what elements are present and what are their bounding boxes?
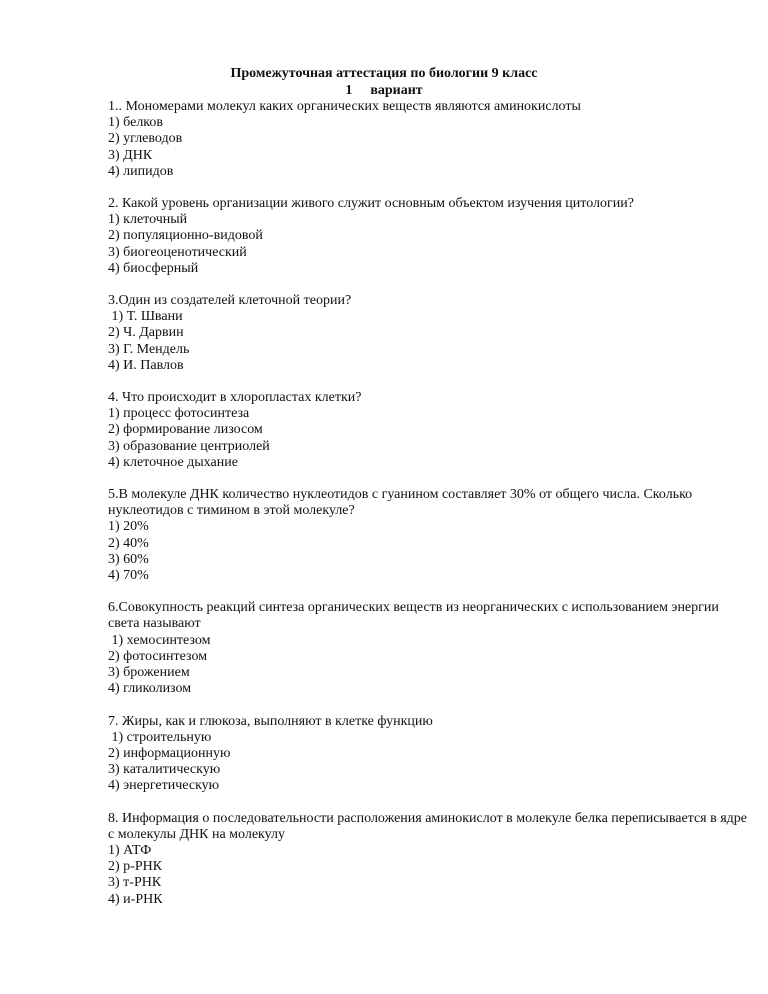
answer-option: 2) р-РНК xyxy=(108,859,163,875)
answer-option: 4) биосферный xyxy=(108,260,199,276)
answer-option: 1) хемосинтезом xyxy=(108,632,211,648)
variant-heading xyxy=(0,83,768,99)
answer-option: 4) гликолизом xyxy=(108,681,192,697)
answer-option: 4) клеточное дыхание xyxy=(108,454,238,470)
answer-option: 1) белков xyxy=(108,115,164,131)
question-text: 4. Что происходит в хлоропластах клетки? xyxy=(108,390,362,406)
answer-option: 3) каталитическую xyxy=(108,762,221,778)
answer-option: 1) клеточный xyxy=(108,212,188,228)
answer-option: 3) биогеоценотический xyxy=(108,244,247,260)
answer-option: 4) И. Павлов xyxy=(108,357,184,373)
document-title: Промежуточная аттестация по биологии 9 класс xyxy=(230,66,538,81)
answer-option: 3) ДНК xyxy=(108,147,153,163)
answer-option: 3) образование центриолей xyxy=(108,438,270,454)
variant-number: 1 xyxy=(345,83,353,98)
answer-option: 4) 70% xyxy=(108,568,149,584)
question-list xyxy=(108,99,751,924)
question-6 xyxy=(108,600,748,697)
question-4 xyxy=(108,390,748,471)
answer-option: 4) липидов xyxy=(108,163,174,179)
answer-option: 2) фотосинтезом xyxy=(108,648,208,664)
answer-option: 3) брожением xyxy=(108,665,190,681)
question-text: 3.Один из создателей клеточной теории? xyxy=(108,293,352,309)
question-1 xyxy=(108,99,748,180)
answer-option: 1) АТФ xyxy=(108,842,152,858)
question-text: 7. Жиры, как и глюкоза, выполняют в клетке функцию xyxy=(108,713,433,729)
question-7 xyxy=(108,714,748,795)
answer-option: 2) Ч. Дарвин xyxy=(108,325,184,341)
question-text: 8. Информация о последовательности расположения аминокислот в молекуле белка переписывается в ядре с молекулы ДНК на молекулу xyxy=(108,810,751,842)
answer-option: 1) 20% xyxy=(108,519,149,535)
variant-label: вариант xyxy=(370,83,423,98)
question-text: 2. Какой уровень организации живого служит основным объектом изучения цитологии? xyxy=(108,196,634,212)
answer-option: 3) 60% xyxy=(108,551,149,567)
answer-option: 1) Т. Швани xyxy=(108,309,183,325)
answer-option: 2) углеводов xyxy=(108,131,183,147)
question-8 xyxy=(108,810,751,908)
question-text: 1.. Мономерами молекул каких органических веществ являются аминокислоты xyxy=(108,99,581,114)
answer-option: 3) т-РНК xyxy=(108,875,162,891)
question-2 xyxy=(108,196,748,277)
answer-option: 2) информационную xyxy=(108,745,231,761)
question-text: 6.Совокупность реакций синтеза органических веществ из неорганических с использованием энергии света называют xyxy=(108,600,723,632)
answer-option: 4) и-РНК xyxy=(108,891,163,907)
answer-option: 2) формирование лизосом xyxy=(108,422,263,438)
answer-option: 1) строительную xyxy=(108,729,212,745)
question-3 xyxy=(108,293,748,374)
answer-option: 4) энергетическую xyxy=(108,778,220,794)
answer-option: 3) Г. Мендель xyxy=(108,341,190,357)
answer-option: 2) 40% xyxy=(108,535,149,551)
answer-option: 1) процесс фотосинтеза xyxy=(108,406,250,422)
answer-option: 2) популяционно-видовой xyxy=(108,228,263,244)
question-5 xyxy=(108,487,748,584)
question-text: 5.В молекуле ДНК количество нуклеотидов с гуанином составляет 30% от общего числа. Сколько нуклеотидов с тимином в этой молекуле? xyxy=(108,487,696,519)
